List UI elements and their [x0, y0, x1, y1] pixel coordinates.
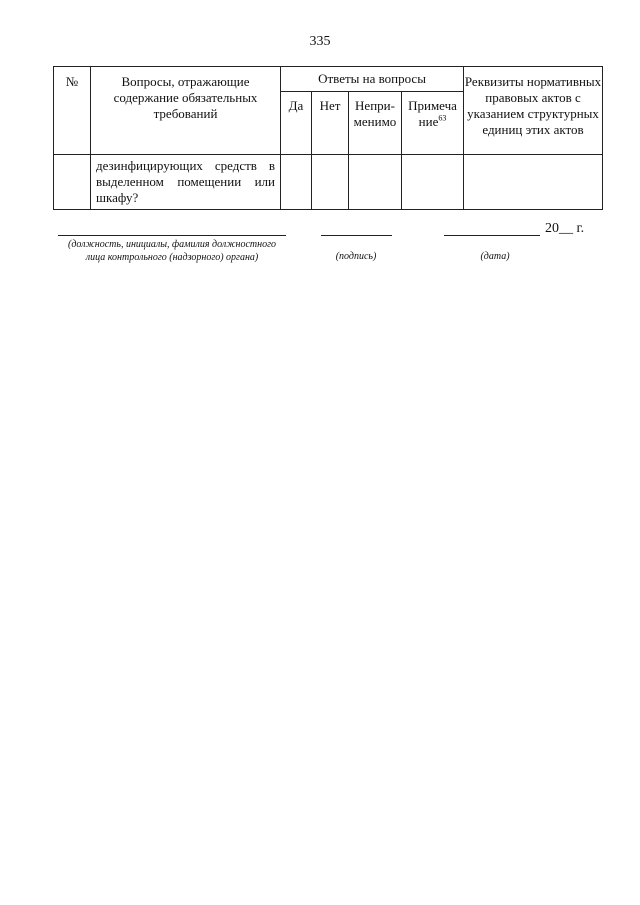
signature-caption: (подпись)	[335, 251, 377, 262]
note-footnote-marker: 63	[438, 113, 447, 123]
column-header-number: №	[54, 67, 91, 155]
row-not-applicable-cell	[349, 155, 402, 210]
official-caption-line1: (должность, инициалы, фамилия должностного	[67, 239, 276, 250]
official-caption	[52, 238, 292, 264]
column-header-answers: Ответы на вопросы	[281, 67, 464, 92]
page-number: 335	[309, 34, 331, 49]
table-header-row	[54, 67, 603, 92]
checklist-table	[53, 66, 603, 210]
date-line	[444, 235, 540, 236]
column-header-questions: Вопросы, отражающие содержание обязательных требований	[91, 67, 281, 155]
row-yes-cell	[281, 155, 312, 210]
column-header-not-applicable: Непри-менимо	[349, 92, 402, 155]
official-signature-line	[58, 235, 286, 236]
date-caption: (дата)	[480, 251, 510, 262]
official-caption-line2: лица контрольного (надзорного) органа)	[85, 252, 259, 263]
signature-line	[321, 235, 392, 236]
row-no-cell	[312, 155, 349, 210]
table-row	[54, 155, 603, 210]
column-header-yes: Да	[281, 92, 312, 155]
column-header-no: Нет	[312, 92, 349, 155]
row-question-cell: дезинфицирующих средств в выделенном помещении или шкафу?	[91, 155, 281, 210]
column-header-note	[402, 92, 464, 155]
row-note-cell	[402, 155, 464, 210]
column-header-requisites: Реквизиты нормативных правовых актов с указанием структурных единиц этих актов	[464, 67, 603, 155]
row-number-cell	[54, 155, 91, 210]
row-requisites-cell	[464, 155, 603, 210]
date-year-suffix: 20__ г.	[545, 221, 585, 236]
note-header-text: Примеча ние	[408, 98, 457, 129]
